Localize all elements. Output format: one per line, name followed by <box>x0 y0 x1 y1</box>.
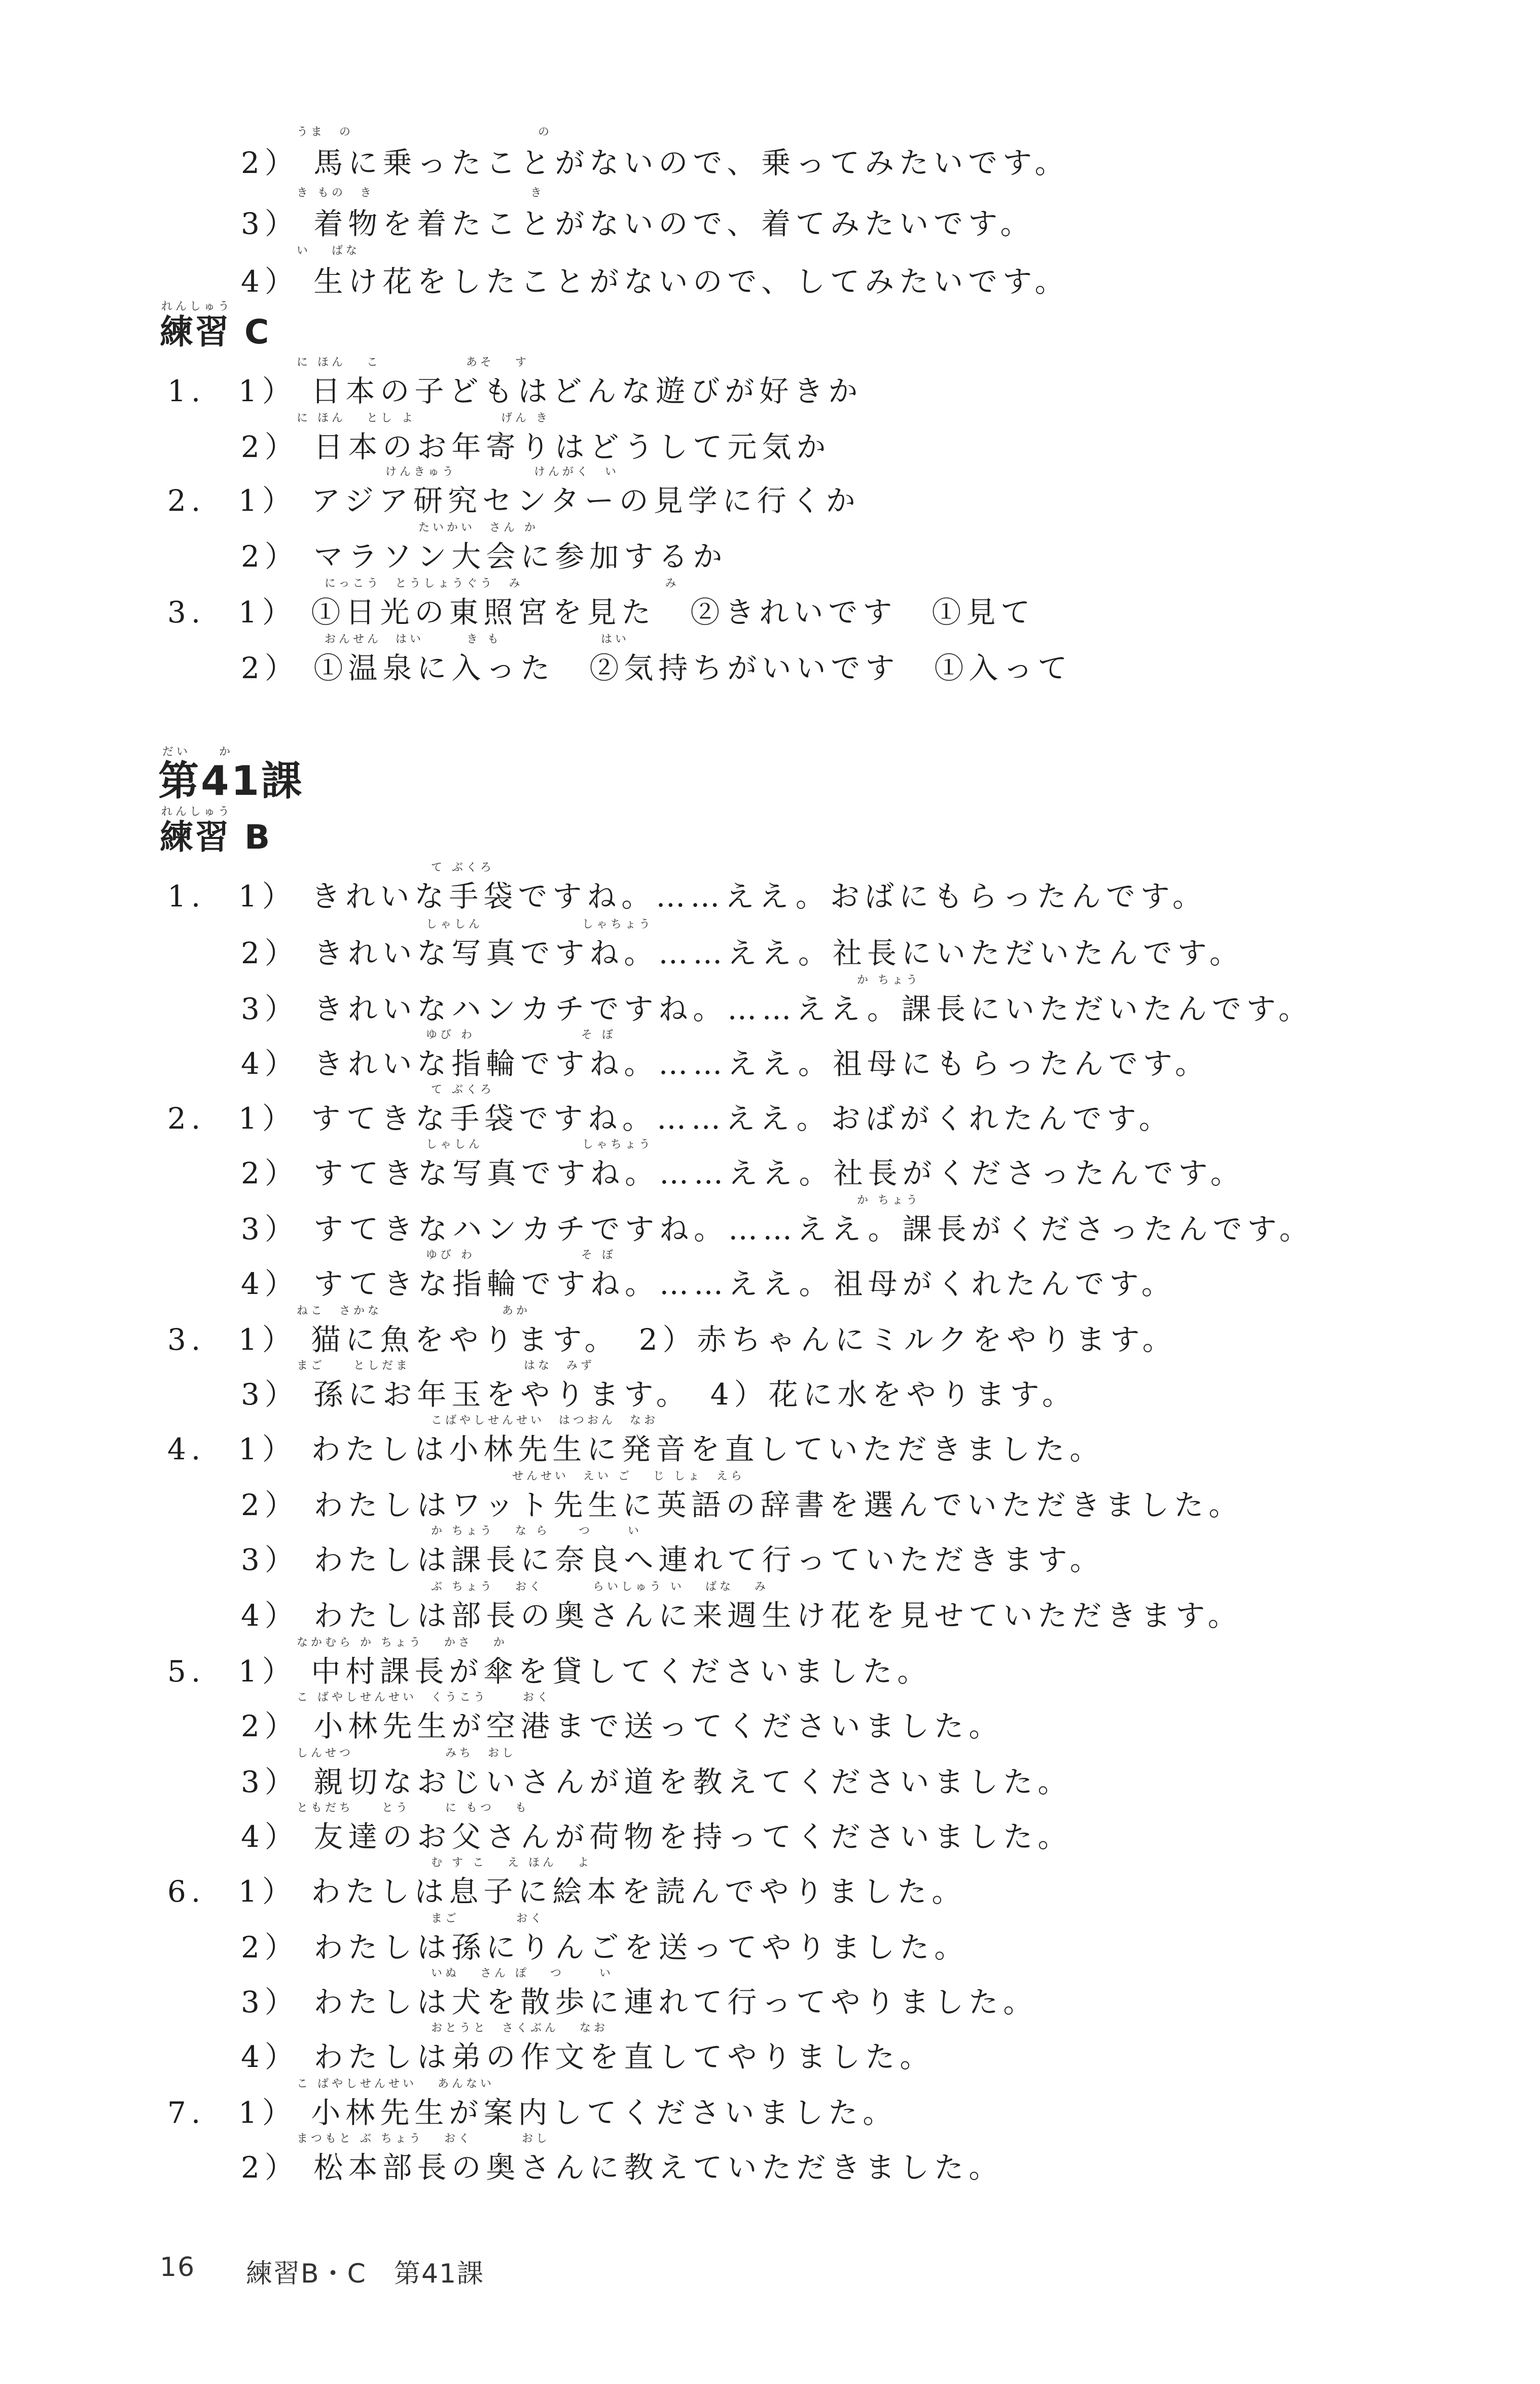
ruby-b: こ ばやしせんせい くうこう おく <box>297 1691 551 1704</box>
exercise-line: 4. 1） わたしは小林先生に発音を直していただきました。 <box>167 1432 1104 1466</box>
running-title: 練習B・C 第41課 <box>246 2259 485 2289</box>
ruby-b: まつもと ぶ ちょう おく おし <box>297 2132 550 2145</box>
ruby-b: まご としだま はな みず <box>297 1359 595 1372</box>
exercise-line: 3） わたしは犬を散歩に連れて行ってやりました。 <box>241 1985 1038 2019</box>
ruby-b: おとうと さくぶん なお <box>431 2022 608 2035</box>
exercise-line: 5. 1） 中村課長が傘を貸してくださいました。 <box>167 1654 932 1689</box>
ruby-b: しんせつ みち おし <box>297 1747 516 1760</box>
exercise-line: 4） わたしは部長の奥さんに来週生け花を見せていただきます。 <box>241 1598 1242 1633</box>
ruby-c-2: に ほん とし よ げん き <box>297 412 550 425</box>
lesson-title: 第41課 <box>158 757 304 804</box>
exercise-line: 3. 1） ①日光の東照宮を見た ②きれいです ①見て <box>167 595 1035 629</box>
ruby-b: いぬ さん ぽ つ い <box>431 1967 614 1980</box>
ruby-top-3: い ばな <box>297 244 360 257</box>
exercise-line: 6. 1） わたしは息子に絵本を読んでやりました。 <box>167 1874 966 1909</box>
ruby-b: まご おく <box>431 1912 545 1925</box>
ruby-b: ねこ さかな あか <box>297 1305 530 1317</box>
ruby-c-4: たいかい さん か <box>418 521 539 534</box>
ruby-b: か ちょう <box>857 974 920 987</box>
ruby-b: ゆび わ そ ぼ <box>426 1249 616 1261</box>
page-number: 16 <box>160 2252 196 2283</box>
ruby-top-2: き もの き き <box>297 187 545 199</box>
exercise-line: 2） 小林先生が空港まで送ってくださいました。 <box>241 1709 1004 1743</box>
section-b-title: 練習 B <box>160 818 272 857</box>
exercise-line: 2） 日本のお年寄りはどうして元気か <box>241 430 831 464</box>
exercise-line: 2） きれいな写真ですね。……ええ。社長にいただいたんです。 <box>241 936 1244 970</box>
ruby-b: て ぶくろ <box>431 1083 494 1096</box>
exercise-line: 4） わたしは弟の作文を直してやりました。 <box>241 2040 935 2074</box>
exercise-line: 2） すてきな写真ですね。……ええ。社長がくださったんです。 <box>241 1156 1245 1190</box>
exercise-line: 1. 1） きれいな手袋ですね。……ええ。おばにもらったんです。 <box>167 879 1207 914</box>
exercise-line: 3） わたしは課長に奈良へ連れて行っていただきます。 <box>241 1542 1104 1577</box>
ruby-c-1: に ほん こ あそ す <box>297 356 529 369</box>
ruby-c-5: にっこう とうしょうぐう み み <box>325 577 679 590</box>
exercise-line: 2） ①温泉に入った ②気持ちがいいです ①入って <box>241 651 1072 685</box>
ruby-b: む す こ え ほん よ <box>431 1856 592 1869</box>
exercise-line: 3） きれいなハンカチですね。……ええ。課長にいただいたんです。 <box>241 992 1313 1026</box>
ruby-b: しゃしん しゃちょう <box>426 918 654 931</box>
section-c-title: 練習 C <box>160 312 271 352</box>
exercise-line: 3） すてきなハンカチですね。……ええ。課長がくださったんです。 <box>241 1212 1314 1246</box>
ruby-b: なかむら か ちょう かさ か <box>297 1636 508 1649</box>
section-b-ruby: れんしゅう <box>161 805 233 818</box>
ruby-b: せんせい えい ご じ しょ えら <box>512 1470 745 1483</box>
ruby-c-3: けんきゅう けんがく い <box>385 466 619 478</box>
ruby-b: ともだち とう に もつ も <box>297 1802 529 1814</box>
ruby-b: こ ばやしせんせい あんない <box>297 2078 494 2090</box>
exercise-line: 2. 1） アジア研究センターの見学に行くか <box>167 483 861 518</box>
exercise-line: 3） 親切なおじいさんが道を教えてくださいました。 <box>241 1765 1072 1799</box>
ruby-b: か ちょう な ら つ い <box>431 1525 642 1537</box>
exercise-line: 4） きれいな指輪ですね。……ええ。祖母にもらったんです。 <box>241 1046 1210 1081</box>
ruby-b: か ちょう <box>857 1194 920 1207</box>
exercise-line: 3） 着物を着たことがないので、着てみたいです。 <box>241 206 1035 241</box>
ruby-b: ゆび わ そ ぼ <box>426 1029 616 1041</box>
exercise-line: 7. 1） 小林先生が案内してくださいました。 <box>167 2095 898 2130</box>
exercise-line: 3） 孫にお年玉をやります。 4）花に水をやります。 <box>241 1377 1077 1412</box>
exercise-line: 2） マラソン大会に参加するか <box>241 539 728 574</box>
ruby-b: しゃしん しゃちょう <box>426 1138 654 1151</box>
exercise-line: 1. 1） 日本の子どもはどんな遊びが好きか <box>167 374 863 408</box>
exercise-line: 4） 友達のお父さんが荷物を持ってくださいました。 <box>241 1819 1072 1854</box>
exercise-line: 2. 1） すてきな手袋ですね。……ええ。おばがくれたんです。 <box>167 1101 1173 1136</box>
ruby-b: こばやしせんせい はつおん なお <box>431 1414 659 1427</box>
ruby-top-1: うま の の <box>297 126 553 138</box>
section-c-ruby: れんしゅう <box>161 300 233 313</box>
lesson-ruby: だい か <box>162 746 234 758</box>
exercise-line: 4） 生け花をしたことがないので、してみたいです。 <box>241 264 1069 299</box>
exercise-line: 2） 松本部長の奥さんに教えていただきました。 <box>241 2150 1004 2185</box>
ruby-b: ぶ ちょう おく らいしゅう い ばな み <box>431 1581 769 1593</box>
exercise-line: 4） すてきな指輪ですね。……ええ。祖母がくれたんです。 <box>241 1267 1176 1301</box>
exercise-line: 2） わたしは孫にりんごを送ってやりました。 <box>241 1930 969 1965</box>
ruby-c-6: おんせん はい き も はい <box>325 633 629 646</box>
exercise-line: 3. 1） 猫に魚をやります。 2）赤ちゃんにミルクをやります。 <box>167 1322 1177 1357</box>
exercise-line: 2） わたしはワット先生に英語の辞書を選んでいただきました。 <box>241 1488 1243 1522</box>
ruby-b: て ぶくろ <box>431 861 494 874</box>
exercise-line: 2） 馬に乗ったことがないので、乗ってみたいです。 <box>241 146 1069 180</box>
